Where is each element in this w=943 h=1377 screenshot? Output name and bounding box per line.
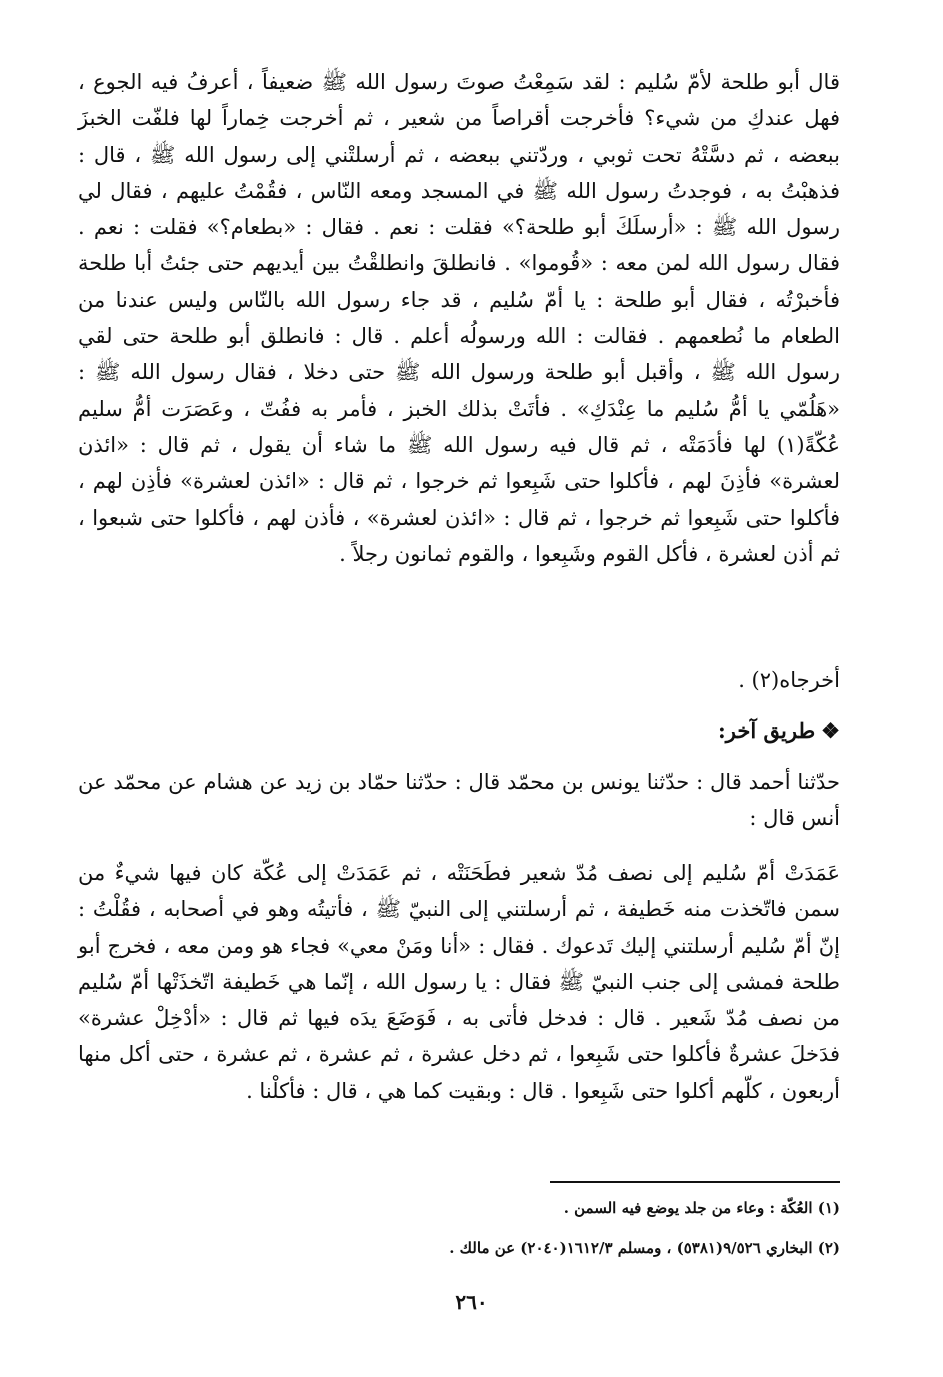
body-paragraph-hadith: قال أبو طلحة لأمّ سُليم : لقد سَمِعْتُ صوتَ رسول الله ﷺ ضعيفاً ، أعرفُ فيه الجوع ، فهل عندكِ من شيء؟ فأخرجت أقراصاً من شعير ، ثم أخرجت خِماراً لها فلفّت الخبزَ ببعضه ، ثم دسَّتْهُ تحت ثوبي ، وردّتني ببعضه ، ثم أرسلتْني إلى رسول الله ﷺ ، قال : فذهبْتُ به ، فوجدتُ رسول الله ﷺ في المسجد ومعه النّاس ، فقُمْتُ عليهم ، فقال لي رسول الله ﷺ : «أرسلَكَ أبو طلحة؟» فقلت : نعم . فقال : «بطعام؟» فقلت : نعم . فقال رسول الله لمن معه : «قُوموا» . فانطلقَ وانطلقْتُ بين أيديهم حتى جئتُ أبا طلحة فأخبرْتُه ، فقال أبو طلحة : يا أمّ سُليم ، قد جاء رسول الله بالنّاس وليس عندنا من الطعام ما نُطعمهم . فقالت : الله ورسولُه أعلم . قال : فانطلق أبو طلحة حتى لقي رسول الله ﷺ ، وأقبل أبو طلحة ورسول الله ﷺ حتى دخلا ، فقال رسول الله ﷺ : «هَلُمّي يا أمُّ سُليم ما عِنْدَكِ» . فأتَتْ بذلك الخبز ، فأمر به ففُتّ ، وعَصَرَت أمُّ سليم عُكّةً(١) لها فأدَمَتْه ، ثم قال فيه رسول الله ﷺ ما شاء أن يقول ، ثم قال : «ائذن لعشرة» فأذِنَ لهم ، فأكلوا حتى شَبِعوا ثم خرجوا ، ثم قال : «ائذن لعشرة» فأذِن لهم ، فأكلوا حتى شَبِعوا ثم خرجوا ، ثم قال : «ائذن لعشرة» ، فأذن لهم ، فأكلوا حتى شبعوا ، ثم أذن لعشرة ، فأكل القوم وشَبِعوا ، والقوم ثمانون رجلاً .: [78, 70, 840, 566]
subheading-text: طريق آخر:: [718, 718, 816, 743]
footnote-2: (٢) البخاري ٩/٥٢٦(٥٣٨١) ، ومسلم ١٦١٢/٣(٢٠٤٠) عن مالك .: [449, 1239, 840, 1257]
body-paragraph-matn: عَمَدَتْ أمّ سُليم إلى نصف مُدّ شعير فطَحَنَتْه ، ثم عَمَدَتْ إلى عُكّة كان فيها شيءٌ من سمن فاتّخذت منه خَطيفة ، ثم أرسلتني إلى النبيّ ﷺ ، فأتيتُه وهو في أصحابه ، فقُلْتُ : إنّ أمّ سُليم أرسلتني إليك تَدعوك . فقال : «أنا ومَنْ معي» فجاء هو ومن معه ، فخرج أبو طلحة فمشى إلى جنب النبيّ ﷺ فقال : يا رسول الله ، إنّما هي خَطيفة اتّخذَتْها أمّ سُليم من نصف مُدّ شَعير . قال : فدخل فأتى به ، فَوَضَعَ يدَه فيها ثم قال : «أدْخِلْ عشرة» فدَخلَ عشرةٌ فأكلوا حتى شَبِعوا ، ثم دخل عشرة ، ثم عشرة ، ثم عشرة ، حتى أكل منها أربعون ، كلّهم أكلوا حتى شَبِعوا . قال : وبقيت كما هي ، قال : فأكلْنا .: [78, 861, 840, 1103]
section-subheading: [718, 713, 840, 749]
footnote-1: (١) العُكّة : وعاء من جلد يوضع فيه السمن .: [563, 1199, 840, 1217]
page-number: ٢٦٠: [455, 1290, 488, 1314]
body-paragraph-isnad: حدّثنا أحمد قال : حدّثنا يونس بن محمّد قال : حدّثنا حمّاد بن زيد عن هشام عن محمّد عن أنس قال :: [78, 770, 840, 831]
takhrij-line: أخرجاه(٢) .: [738, 668, 840, 692]
footnote-separator: [550, 1181, 840, 1183]
diamond-bullet-icon: ❖: [821, 718, 840, 743]
